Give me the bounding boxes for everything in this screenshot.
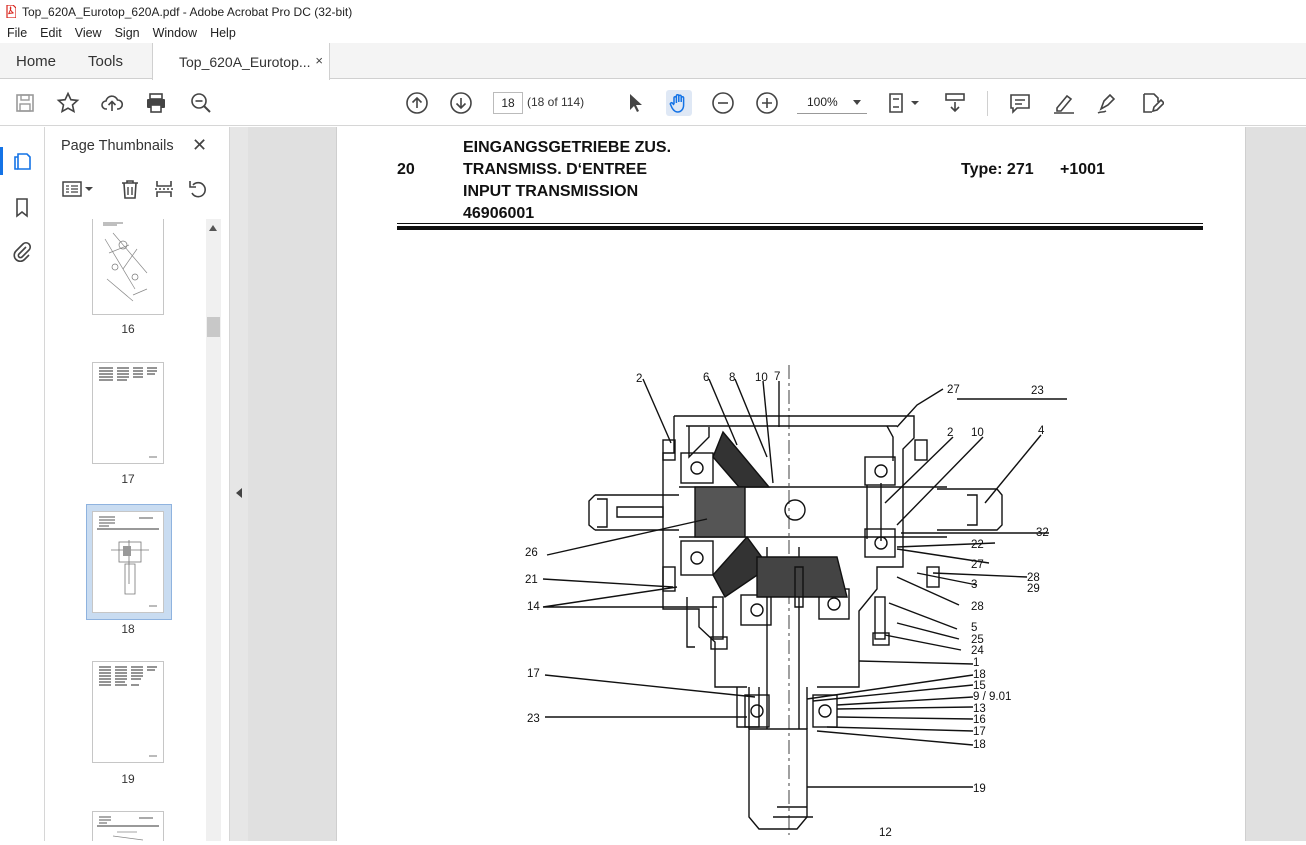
callout-label: 8 [729,372,736,384]
star-icon [56,91,80,115]
menu-window[interactable]: Window [152,26,198,40]
callout-label: 27 [971,559,984,571]
callout-label: 17 [527,668,540,680]
callout-label: 2 [947,427,954,439]
callout-label: 2 [636,373,643,385]
save-button[interactable] [12,90,38,116]
callout-label: 27 [947,384,960,396]
page-thumbnails-panel [46,127,230,841]
pen-sign-icon [1096,91,1120,115]
tab-document[interactable] [152,43,330,80]
thumbnail-toolbar [56,175,226,203]
menu-file[interactable]: File [7,26,28,40]
print-button[interactable] [143,90,169,116]
select-tool-button[interactable] [622,90,648,116]
arrow-up-circle-icon [405,91,429,115]
thumbnail-options-button[interactable] [60,177,96,201]
callout-label: 21 [525,574,538,586]
thumbnail-page-20[interactable] [92,811,164,841]
thumbnail-preview [93,512,163,612]
menu-sign[interactable]: Sign [114,26,140,40]
page-display-button[interactable] [886,90,922,116]
delete-pages-button[interactable] [118,177,142,201]
thumbnail-preview [93,363,163,463]
callout-label: 24 [971,645,984,657]
save-icon [14,92,36,114]
tab-home[interactable]: Home [16,52,57,70]
extract-pages-button[interactable] [152,177,176,201]
magnifier-minus-icon [189,91,213,115]
menu-view[interactable]: View [74,26,102,40]
toolbar-divider [987,91,988,116]
bookmark-icon [11,196,33,218]
callout-label: 6 [703,372,710,384]
callout-label: 28 [971,601,984,613]
menu-bar [0,23,1306,43]
callout-label: 12 [879,827,892,839]
panel-title: Page Thumbnails [61,138,174,154]
thumbnail-preview [93,219,163,313]
page-number: 20 [397,161,415,178]
variant-label: +1001 [1060,161,1105,178]
window-title: Top_620A_Eurotop_620A.pdf - Adobe Acrobat Pro DC (32-bit) [22,4,353,19]
thumbnail-page-19[interactable] [92,661,164,763]
callout-label: 19 [973,783,986,795]
page-number-input[interactable]: 18 [493,92,523,114]
tab-close-button[interactable]: × [315,53,323,68]
tab-bar [0,43,1306,79]
thumbnail-label: 17 [121,472,135,486]
callout-label: 17 [973,726,986,738]
highlighter-icon [1052,91,1076,115]
document-viewer[interactable] [248,127,1306,841]
trash-icon [119,178,141,200]
fill-sign-button[interactable] [1139,90,1165,116]
menu-help[interactable]: Help [210,26,236,40]
navigation-rail [0,127,45,841]
comment-button[interactable] [1007,90,1033,116]
callout-label: 7 [774,371,781,383]
rail-selection-indicator [0,147,3,175]
thumbnail-label: 18 [121,622,135,636]
callout-label: 14 [527,601,540,613]
callout-label: 10 [755,372,768,384]
panel-collapse-strip[interactable] [230,127,248,841]
callout-label: 10 [971,427,984,439]
zoom-in-button[interactable] [754,90,780,116]
thumbnail-page-16[interactable] [92,219,164,315]
heading-line-3: INPUT TRANSMISSION [463,183,639,200]
thumbnail-label: 16 [121,322,135,336]
plus-circle-icon [755,91,779,115]
cursor-arrow-icon [624,92,646,114]
page-fit-icon [887,91,921,115]
callout-label: 29 [1027,583,1040,595]
thumbnail-label: 19 [121,772,135,786]
options-menu-icon [61,178,95,200]
callout-label: 18 [973,739,986,751]
minus-circle-icon [711,91,735,115]
highlight-button[interactable] [1051,90,1077,116]
thumbnail-preview [93,662,163,762]
zoom-level-select[interactable] [797,92,867,114]
callout-label: 1 [973,657,980,669]
sign-button[interactable] [1095,90,1121,116]
callout-label: 5 [971,622,978,634]
type-label: Type: 271 [961,161,1034,178]
hand-tool-button[interactable] [666,90,692,116]
callout-label: 3 [971,579,978,591]
callout-label: 32 [1036,527,1049,539]
thumbnail-page-17[interactable] [92,362,164,464]
scroll-up-arrow-icon[interactable] [209,225,217,231]
callout-label: 15 [973,680,986,692]
title-bar [0,0,1306,23]
scroll-mode-button[interactable] [942,90,968,116]
bookmark-star-button[interactable] [55,90,81,116]
hand-icon [668,92,690,114]
menu-edit[interactable]: Edit [40,26,62,40]
panel-close-button[interactable]: ✕ [192,135,208,155]
part-number: 46906001 [463,205,535,222]
thumbnail-scrollbar[interactable] [206,219,221,841]
attachments-button[interactable] [10,240,34,264]
callout-label: 23 [527,713,540,725]
rotate-pages-button[interactable] [186,177,210,201]
thumbnail-preview [93,812,163,842]
callout-label: 22 [971,539,984,551]
zoom-out-button[interactable] [710,90,736,116]
callout-label: 13 [973,703,986,715]
callout-label: 16 [973,714,986,726]
tab-document-label: Top_620A_Eurotop... [179,53,311,70]
gearbox-exploded-drawing [337,127,1247,841]
callout-label: 28 [1027,572,1040,584]
toolbar [0,80,1306,126]
find-zoom-button[interactable] [188,90,214,116]
heading-line-1: EINGANGSGETRIEBE ZUS. [463,139,672,156]
chevron-down-icon [853,100,861,105]
callout-label: 26 [525,547,538,559]
pdf-page [336,127,1246,841]
page-thumbnails-button[interactable] [10,149,34,173]
callout-label: 9 / 9.01 [973,691,1012,703]
comment-icon [1008,91,1032,115]
paperclip-icon [11,241,33,263]
printer-icon [144,91,168,115]
pages-icon [11,150,33,172]
rotate-icon [187,178,209,200]
callout-label: 25 [971,634,984,646]
document-edit-icon [1140,91,1164,115]
callout-label: 23 [1031,385,1044,397]
callout-label: 18 [973,669,986,681]
share-button[interactable] [99,90,125,116]
thumbnail-page-18[interactable] [92,511,164,613]
previous-page-button[interactable] [404,90,430,116]
pdf-file-icon [6,5,16,18]
scroll-down-icon [943,91,967,115]
upload-cloud-icon [100,91,124,115]
scrollbar-thumb[interactable] [207,317,220,337]
collapse-left-arrow-icon[interactable] [236,488,242,498]
tab-tools[interactable]: Tools [88,52,124,70]
page-count: (18 of 114) [527,95,585,109]
next-page-button[interactable] [448,90,474,116]
split-pages-icon [153,178,175,200]
arrow-down-circle-icon [449,91,473,115]
zoom-level-value: 100% [807,95,838,109]
callout-label: 4 [1038,425,1045,437]
bookmarks-button[interactable] [10,195,34,219]
heading-line-2: TRANSMISS. D‘ENTREE [463,161,648,178]
